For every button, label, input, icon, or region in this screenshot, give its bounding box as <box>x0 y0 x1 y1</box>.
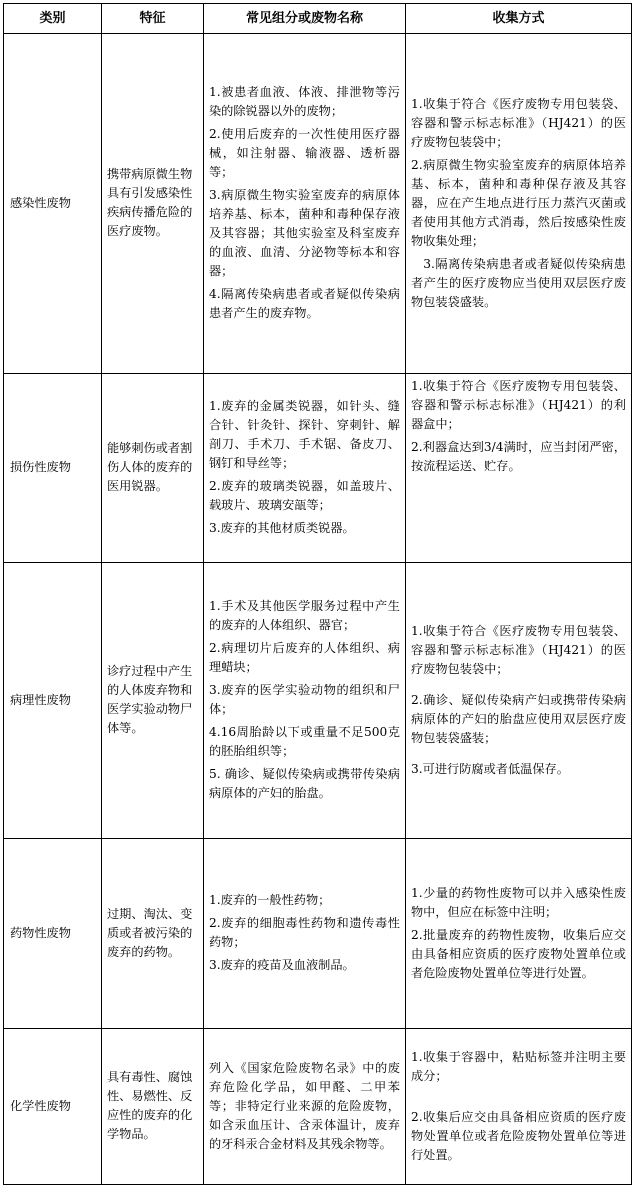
table-row <box>4 1029 632 1185</box>
component-item: 2.病理切片后废弃的人体组织、病理蜡块； <box>209 641 400 674</box>
component-item: 4.隔离传染病患者或者疑似传染病患者产生的废弃物。 <box>209 287 400 320</box>
table-row <box>4 839 632 1029</box>
component-item: 列入《国家危险废物名录》中的废弃危险化学品，如甲醛、二甲苯等；非特定行业来源的危险废物，如含汞血压计、含汞体温计，废弃的牙科汞合金材料及其残余物等。 <box>209 1060 400 1151</box>
component-item: 3.废弃的其他材质类锐器。 <box>209 521 355 535</box>
feature-cell: 能够刺伤或者割伤人体的废弃的医用锐器。 <box>102 374 204 563</box>
method-item: 2.批量废弃的药物性废物，收集后应交由具备相应资质的医疗废物处置单位或者危险废物处置单位等进行处置。 <box>411 927 626 980</box>
header-feature: 特征 <box>102 4 204 34</box>
feature-cell: 过期、淘汰、变质或者被污染的废弃的药物。 <box>102 839 204 1029</box>
component-item: 3.废弃的医学实验动物的组织和尸体； <box>209 683 400 716</box>
page <box>3 3 632 1185</box>
feature-cell: 携带病原微生物具有引发感染性疾病传播危险的医疗废物。 <box>102 34 204 374</box>
method-item: 2.确诊、疑似传染病产妇或携带传染病病原体的产妇的胎盘应使用双层医疗废物包装袋盛装； <box>411 692 626 745</box>
feature-cell: 诊疗过程中产生的人体废弃物和医学实验动物尸体等。 <box>102 563 204 839</box>
header-components: 常见组分或废物名称 <box>204 4 406 34</box>
category-cell: 感染性废物 <box>4 34 102 374</box>
method-cell <box>406 839 632 1029</box>
components-cell <box>204 1029 406 1185</box>
header-category: 类别 <box>4 4 102 34</box>
component-item: 3.病原微生物实验室废弃的病原体培养基、标本，菌种和毒种保存液及其容器；其他实验室及科室废弃的血液、血清、分泌物等标本和容器； <box>209 188 400 278</box>
category-cell: 化学性废物 <box>4 1029 102 1185</box>
component-item: 5. 确诊、疑似传染病或携带传染病病原体的产妇的胎盘。 <box>209 767 400 800</box>
method-cell <box>406 563 632 839</box>
category-cell: 病理性废物 <box>4 563 102 839</box>
table-row <box>4 34 632 374</box>
components-cell <box>204 563 406 839</box>
feature-cell: 具有毒性、腐蚀性、易燃性、反应性的废弃的化学物品。 <box>102 1029 204 1185</box>
method-cell <box>406 1029 632 1185</box>
component-item: 2.废弃的玻璃类锐器，如盖玻片、载玻片、玻璃安瓿等； <box>209 479 400 512</box>
method-item: 1.收集于符合《医疗废物专用包装袋、容器和警示标志标准》（HJ421）的医疗废物包装袋中； <box>411 96 626 149</box>
method-item: 2.利器盒达到3/4满时，应当封闭严密，按流程运送、贮存。 <box>411 440 626 473</box>
component-item: 1.被患者血液、体液、排泄物等污染的除锐器以外的废物； <box>209 85 400 118</box>
component-item: 4.16周胎龄以下或重量不足500克的胚胎组织等； <box>209 725 400 758</box>
method-item: 1.收集于符合《医疗废物专用包装袋、容器和警示标志标准》（HJ421）的医疗废物包装袋中； <box>411 623 626 676</box>
method-item: 1.少量的药物性废物可以并入感染性废物中，但应在标签中注明； <box>411 885 626 919</box>
component-item: 1.废弃的一般性药物； <box>209 893 331 907</box>
method-item: 3.可进行防腐或者低温保存。 <box>411 761 569 776</box>
component-item: 2.废弃的细胞毒性药物和遗传毒性药物； <box>209 916 400 949</box>
method-cell <box>406 34 632 374</box>
method-item: 1.收集于符合《医疗废物专用包装袋、容器和警示标志标准》（HJ421）的利器盒中； <box>411 379 626 431</box>
method-cell <box>406 374 632 563</box>
components-cell <box>204 374 406 563</box>
component-item: 1.手术及其他医学服务过程中产生的废弃的人体组织、器官； <box>209 599 400 632</box>
components-cell <box>204 839 406 1029</box>
medical-waste-table <box>3 3 632 1185</box>
component-item: 1.废弃的金属类锐器，如针头、缝合针、针灸针、探针、穿刺针、解剖刀、手术刀、手术锯、备皮刀、钢钉和导丝等； <box>209 399 400 470</box>
header-row <box>4 4 632 34</box>
category-cell: 药物性废物 <box>4 839 102 1029</box>
components-cell <box>204 34 406 374</box>
method-item: 3.隔离传染病患者或者疑似传染病患者产生的医疗废物应当使用双层医疗废物包装袋盛装。 <box>411 256 626 309</box>
component-item: 3.废弃的疫苗及血液制品。 <box>209 958 355 972</box>
method-item: 2.病原微生物实验室废弃的病原体培养基、标本，菌种和毒种保存液及其容器，应在产生地点进行压力蒸汽灭菌或者使用其他方式消毒，然后按感染性废物收集处理； <box>411 157 626 248</box>
table-row <box>4 374 632 563</box>
method-item: 1.收集于容器中，粘贴标签并注明主要成分； <box>411 1049 626 1083</box>
header-collection-method: 收集方式 <box>406 4 632 34</box>
method-item: 2.收集后应交由具备相应资质的医疗废物处置单位或者危险废物处置单位等进行处置。 <box>411 1109 626 1162</box>
component-item: 2.使用后废弃的一次性使用医疗器械，如注射器、输液器、透析器等； <box>209 127 400 179</box>
category-cell: 损伤性废物 <box>4 374 102 563</box>
table-row <box>4 563 632 839</box>
